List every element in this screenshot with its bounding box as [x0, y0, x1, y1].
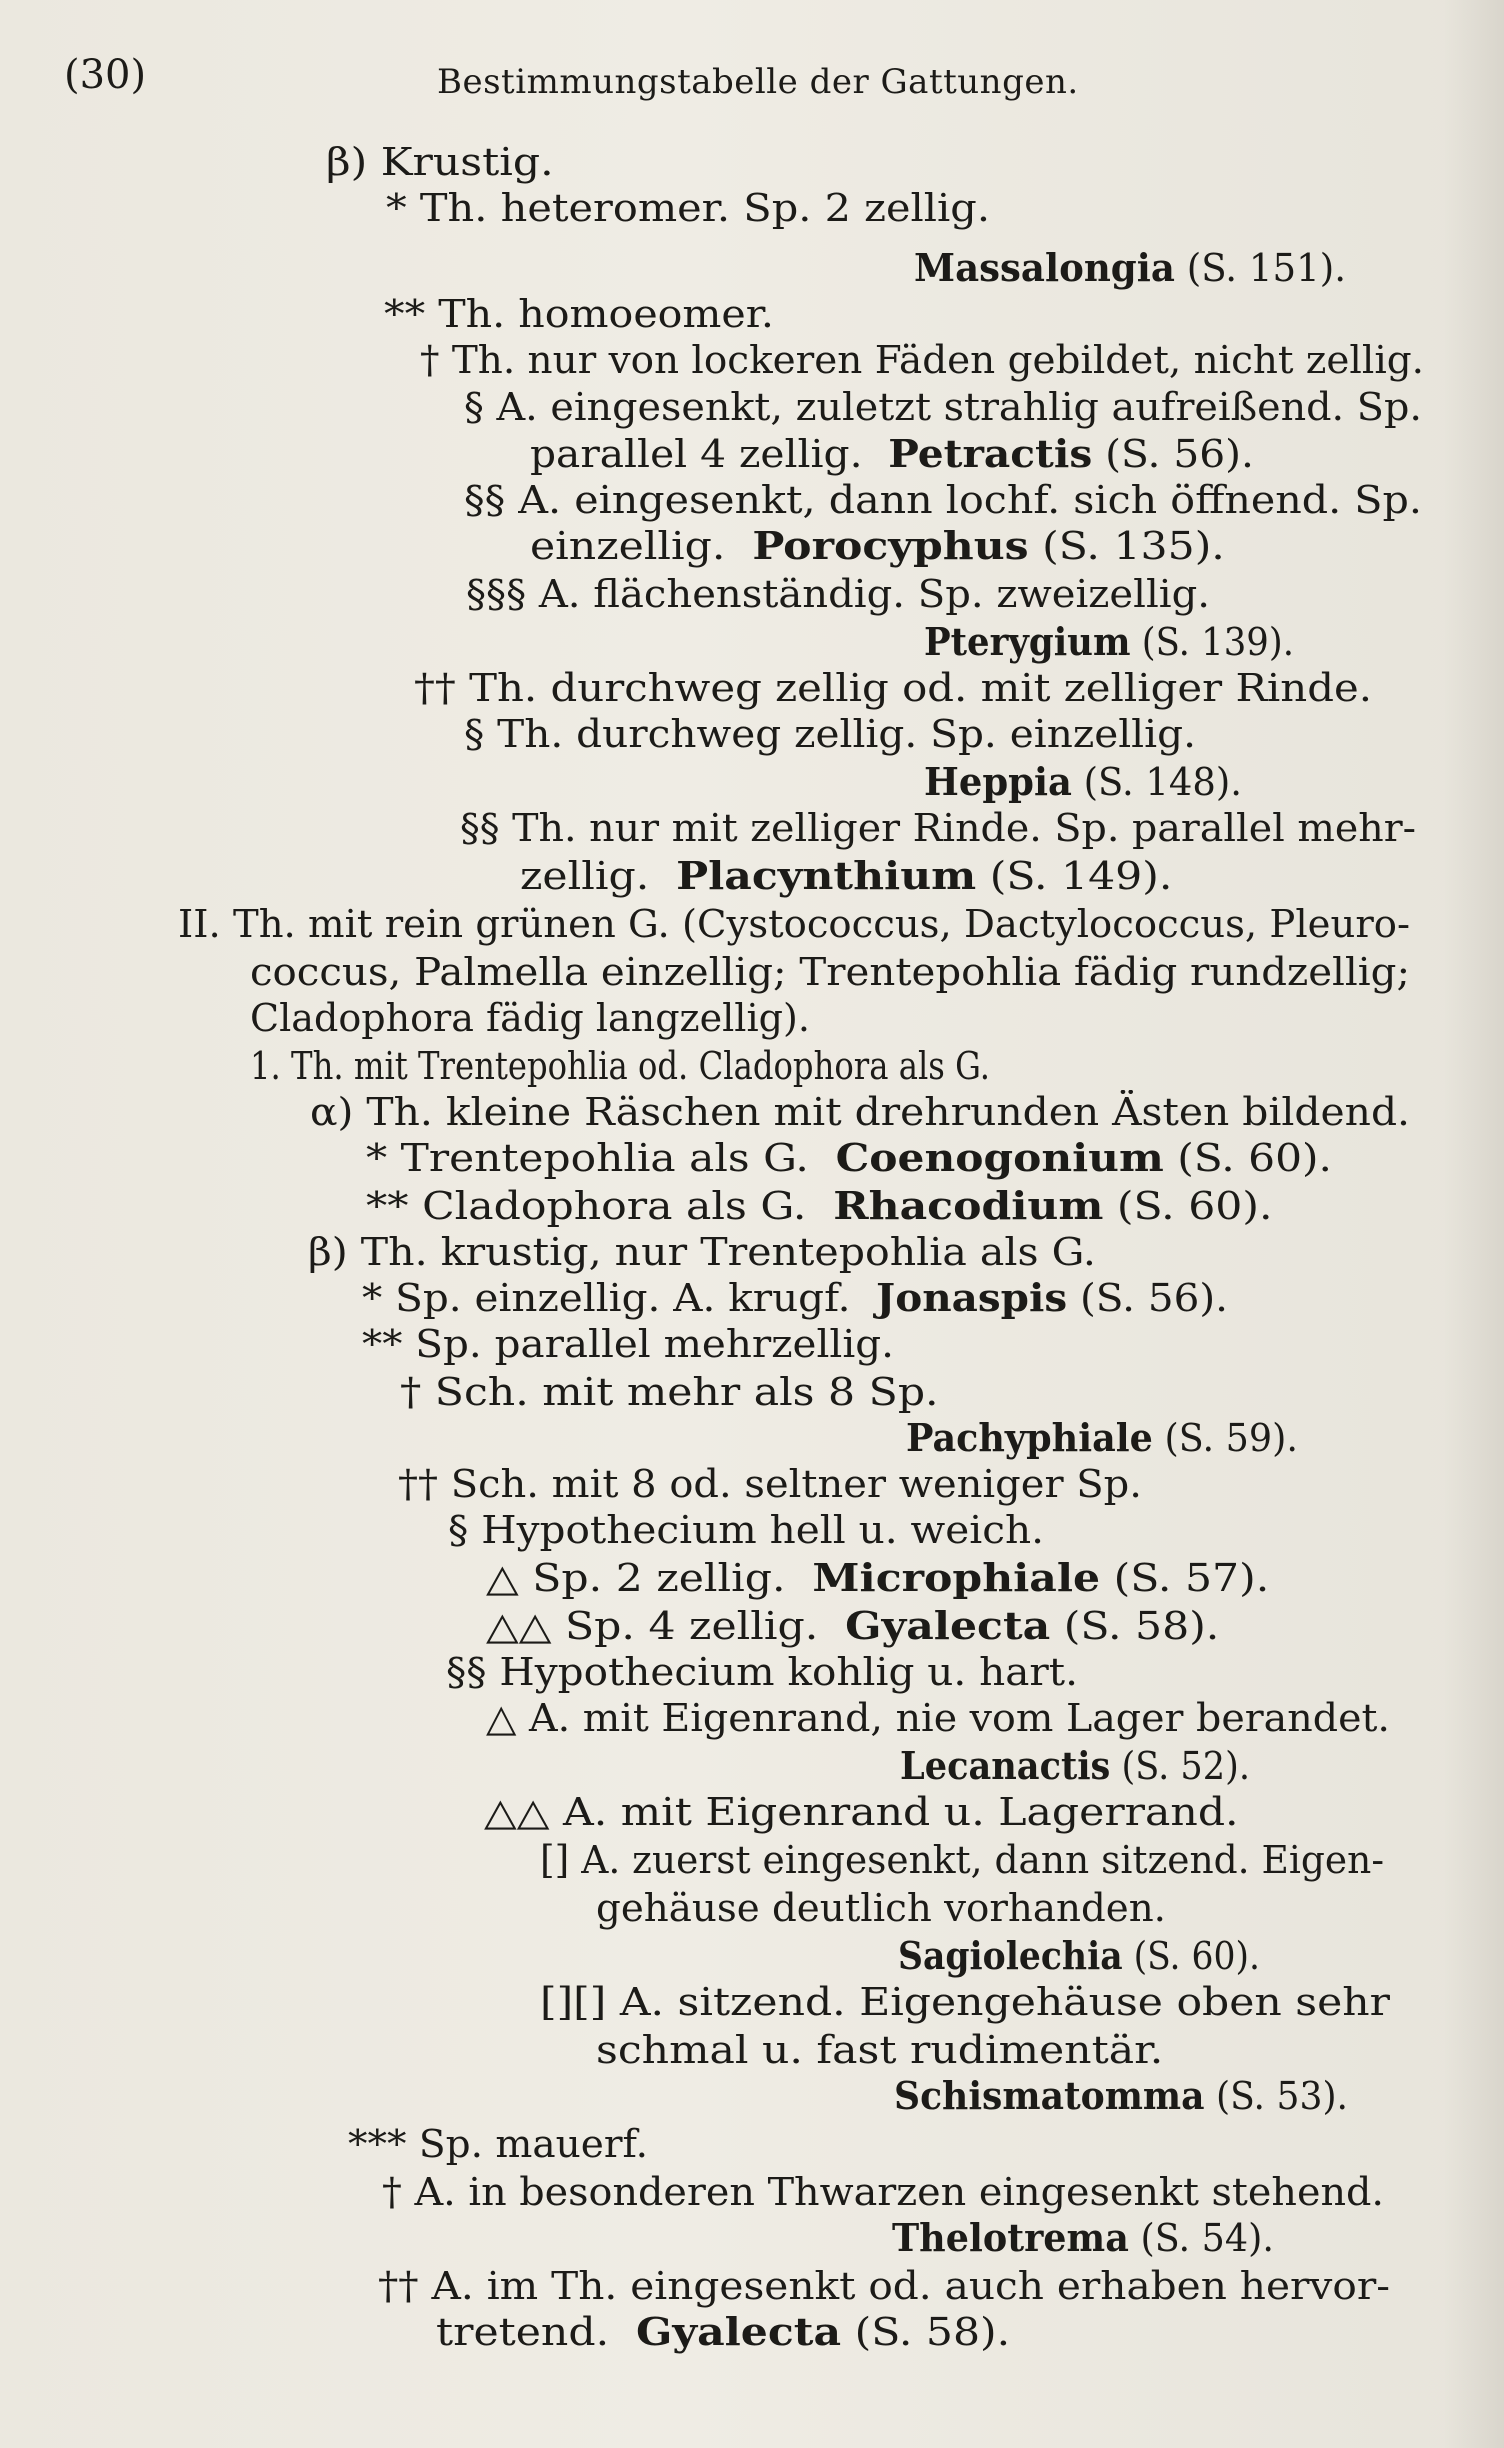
text-line — [464, 478, 1422, 522]
text-line-content — [906, 1416, 1298, 1460]
running-title: Bestimmungstabelle der Gattungen. — [437, 62, 1079, 102]
text-segment: § A. eingesenkt, zuletzt strahlig aufreißend. Sp. — [464, 385, 1422, 429]
text-line — [362, 1322, 895, 1366]
text-segment: parallel 4 zellig. — [530, 432, 863, 476]
text-line-content — [596, 1886, 1166, 1930]
text-line — [178, 902, 1411, 946]
text-line-content — [464, 712, 1196, 756]
text-line — [486, 1696, 1390, 1740]
text-line — [596, 2028, 1164, 2072]
text-line-content — [308, 1230, 1096, 1274]
text-segment: * Sp. einzellig. A. krugf. — [362, 1276, 851, 1320]
text-line-content — [448, 1508, 1044, 1552]
text-segment: 1. Th. mit Trentepohlia od. Cladophora als G. — [250, 1044, 990, 1088]
text-segment: △ A. mit Eigenrand, nie vom Lager berandet. — [486, 1696, 1390, 1740]
text-line-content — [484, 1790, 1239, 1834]
text-segment: § Hypothecium hell u. weich. — [448, 1508, 1045, 1552]
text-line — [898, 1934, 1296, 1978]
text-line-content — [540, 1980, 1390, 2024]
text-line — [540, 1980, 1390, 2024]
text-line — [420, 338, 1425, 382]
text-segment: gehäuse deutlich vorhanden. — [596, 1886, 1167, 1930]
text-line-content — [924, 760, 1242, 804]
text-line — [362, 1275, 1229, 1320]
text-line-content — [530, 432, 1254, 476]
text-line — [540, 1838, 1395, 1882]
text-line — [382, 2170, 1385, 2214]
text-segment: ** Sp. parallel mehrzellig. — [362, 1322, 895, 1366]
text-line — [414, 666, 1373, 710]
text-line — [326, 140, 554, 184]
text-line — [250, 950, 1411, 994]
text-line-content — [250, 996, 810, 1040]
text-line-content — [250, 950, 1410, 994]
text-line — [400, 1370, 939, 1414]
text-segment: α) Th. kleine Räschen mit drehrunden Ästen bildend. — [310, 1090, 1411, 1134]
text-line-content — [400, 1370, 939, 1414]
page-number: (30) — [64, 52, 147, 98]
text-segment: △△ A. mit Eigenrand u. Lagerrand. — [484, 1790, 1239, 1834]
text-line — [530, 523, 1225, 568]
text-line — [384, 292, 775, 336]
text-line-content — [386, 186, 990, 230]
genus-name: Jonaspis — [876, 1275, 1068, 1320]
text-line-content — [520, 854, 1172, 898]
genus-name: Placynthium — [676, 853, 977, 898]
genus-name: Massalongia — [914, 245, 1175, 290]
genus-name: Pachyphiale — [906, 1415, 1153, 1460]
page-edge-shadow — [1444, 0, 1504, 2448]
text-line-content — [924, 620, 1294, 664]
text-segment: (S. 60). — [1103, 1184, 1273, 1228]
text-line — [596, 1886, 1167, 1930]
text-line-content — [326, 140, 554, 184]
text-segment: *** Sp. mauerf. — [348, 2122, 649, 2166]
text-line — [366, 1183, 1273, 1228]
genus-name: Coenogonium — [835, 1135, 1164, 1180]
text-line — [436, 2309, 1011, 2354]
text-line-content — [384, 292, 774, 336]
text-line — [446, 1650, 1078, 1694]
text-line-content — [414, 666, 1372, 710]
text-line-content — [596, 2028, 1163, 2072]
text-segment: II. Th. mit rein grünen G. (Cystococcus, Dactylococcus, Pleuro- — [178, 902, 1411, 946]
text-line — [914, 246, 1356, 290]
text-line-content — [540, 1838, 1384, 1882]
text-line-content — [460, 806, 1416, 850]
text-line-content — [900, 1744, 1250, 1788]
text-segment: △ Sp. 2 zellig. — [486, 1556, 786, 1600]
text-line-content — [464, 478, 1422, 522]
genus-name: Schismatomma — [894, 2073, 1205, 2118]
genus-name: Rhacodium — [833, 1183, 1104, 1228]
genus-name: Thelotrema — [892, 2215, 1129, 2260]
text-line-content — [366, 1136, 1332, 1180]
text-line — [398, 1462, 1142, 1506]
text-segment: △△ Sp. 4 zellig. — [486, 1604, 819, 1648]
genus-name: Petractis — [888, 431, 1093, 476]
text-line — [906, 1416, 1314, 1460]
text-line-content — [892, 2216, 1274, 2260]
text-line-content — [894, 2074, 1348, 2118]
text-segment: einzellig. — [530, 524, 726, 568]
text-line-content — [378, 2264, 1390, 2308]
genus-name: Gyalecta — [635, 2309, 842, 2354]
text-segment: (S. 56). — [1067, 1276, 1229, 1320]
genus-name: Porocyphus — [752, 523, 1029, 568]
text-line — [924, 760, 1251, 804]
text-segment: † Th. nur von lockeren Fäden gebildet, nicht zellig. — [420, 338, 1425, 382]
text-line — [486, 1555, 1270, 1600]
text-line — [892, 2216, 1289, 2260]
text-segment: †† Th. durchweg zellig od. mit zelliger Rinde. — [414, 666, 1373, 710]
genus-name: Pterygium — [924, 619, 1131, 664]
text-line-content — [382, 2170, 1384, 2214]
text-line — [250, 996, 809, 1040]
text-segment: (S. 59). — [1152, 1416, 1298, 1460]
text-line — [486, 1603, 1220, 1648]
text-segment: (S. 60). — [1163, 1136, 1332, 1180]
text-line-content — [898, 1934, 1260, 1978]
text-segment: §§ A. eingesenkt, dann lochf. sich öffnend. Sp. — [464, 478, 1422, 522]
text-segment: § Th. durchweg zellig. Sp. einzellig. — [464, 712, 1197, 756]
text-segment: †† Sch. mit 8 od. seltner weniger Sp. — [398, 1462, 1142, 1506]
text-segment: (S. 58). — [1050, 1604, 1220, 1648]
genus-name: Lecanactis — [900, 1743, 1111, 1788]
text-line — [460, 806, 1417, 850]
text-segment: β) Th. krustig, nur Trentepohlia als G. — [308, 1230, 1096, 1274]
text-segment: (S. 149). — [976, 854, 1173, 898]
text-segment: * Th. heteromer. Sp. 2 zellig. — [386, 186, 991, 230]
text-segment: (S. 139). — [1130, 620, 1294, 664]
genus-name: Sagiolechia — [898, 1933, 1123, 1978]
genus-name: Microphiale — [812, 1555, 1101, 1600]
text-segment: §§§ A. flächenständig. Sp. zweizellig. — [466, 572, 1210, 616]
text-segment: §§ Th. nur mit zelliger Rinde. Sp. parallel mehr- — [460, 806, 1417, 850]
text-line — [924, 620, 1320, 664]
text-segment: (S. 135). — [1028, 524, 1225, 568]
text-line-content — [914, 246, 1346, 290]
text-line — [366, 1135, 1332, 1180]
text-segment: ** Th. homoeomer. — [384, 292, 775, 336]
text-segment: schmal u. fast rudimentär. — [596, 2028, 1164, 2072]
text-segment: §§ Hypothecium kohlig u. hart. — [446, 1650, 1078, 1694]
text-line-content — [362, 1322, 894, 1366]
text-line — [386, 186, 991, 230]
text-line-content — [348, 2122, 648, 2166]
text-line-content — [486, 1696, 1390, 1740]
text-segment: ** Cladophora als G. — [366, 1184, 807, 1228]
text-line — [464, 712, 1197, 756]
text-line-content — [366, 1184, 1273, 1228]
genus-name: Gyalecta — [845, 1603, 1051, 1648]
text-line — [348, 2122, 649, 2166]
text-segment: † A. in besonderen Thwarzen eingesenkt stehend. — [382, 2170, 1385, 2214]
text-line-content — [178, 902, 1410, 946]
text-line — [464, 385, 1422, 429]
text-segment: (S. 60). — [1122, 1934, 1261, 1978]
text-line — [530, 431, 1254, 476]
text-segment: †† A. im Th. eingesenkt od. auch erhaben hervor- — [378, 2264, 1390, 2308]
text-segment: (S. 58). — [841, 2310, 1011, 2354]
text-segment: (S. 52). — [1110, 1744, 1251, 1788]
text-line — [448, 1508, 1045, 1552]
text-line-content — [530, 524, 1225, 568]
text-line-content — [464, 385, 1422, 429]
text-line-content — [486, 1556, 1269, 1600]
text-line-content — [250, 1044, 990, 1088]
text-segment: Cladophora fädig langzellig). — [250, 996, 810, 1040]
text-line-content — [466, 572, 1210, 616]
text-segment: tretend. — [436, 2310, 610, 2354]
text-line — [378, 2264, 1390, 2308]
text-line-content — [310, 1090, 1410, 1134]
text-line — [894, 2074, 1372, 2118]
text-line — [900, 1744, 1278, 1788]
text-line — [308, 1230, 1096, 1274]
text-line-content — [420, 338, 1424, 382]
text-segment: zellig. — [520, 854, 650, 898]
text-line-content — [446, 1650, 1078, 1694]
text-line — [310, 1090, 1411, 1134]
text-line-content — [362, 1276, 1228, 1320]
text-segment: (S. 57). — [1100, 1556, 1270, 1600]
genus-name: Heppia — [924, 759, 1072, 804]
text-segment: coccus, Palmella einzellig; Trentepohlia fädig rundzellig; — [250, 950, 1411, 994]
text-line-content — [436, 2310, 1010, 2354]
text-segment: * Trentepohlia als G. — [366, 1136, 809, 1180]
text-segment: (S. 151). — [1174, 246, 1347, 290]
text-line — [484, 1790, 1239, 1834]
text-segment: (S. 148). — [1071, 760, 1243, 804]
text-segment: (S. 53). — [1204, 2074, 1349, 2118]
page-header — [64, 52, 1444, 112]
text-line-content — [486, 1604, 1219, 1648]
text-line — [250, 1044, 1121, 1088]
text-segment: (S. 56). — [1092, 432, 1254, 476]
text-line — [466, 572, 1210, 616]
text-segment: [] A. zuerst eingesenkt, dann sitzend. Eigen- — [540, 1838, 1384, 1882]
text-line — [520, 853, 1173, 898]
text-line-content — [398, 1462, 1142, 1506]
text-segment: β) Krustig. — [326, 140, 554, 184]
text-segment: † Sch. mit mehr als 8 Sp. — [400, 1370, 939, 1414]
text-segment: (S. 54). — [1128, 2216, 1274, 2260]
text-segment: [][] A. sitzend. Eigengehäuse oben sehr — [540, 1980, 1390, 2024]
